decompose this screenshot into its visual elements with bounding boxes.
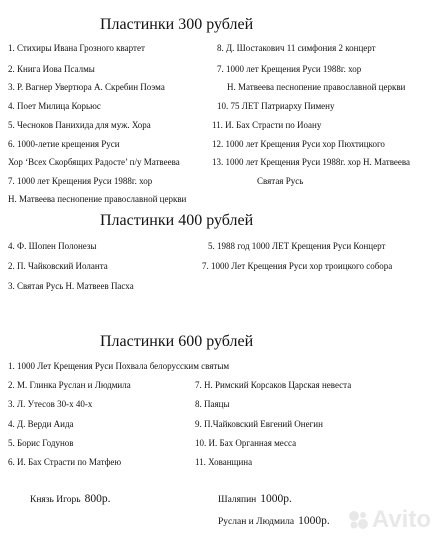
- list-item: 11. Хованщина: [195, 457, 253, 467]
- list-item: 5. Борис Годунов: [8, 438, 74, 448]
- list-item: 3. Р. Вагнер Увертюра А. Скребин Поэма: [8, 82, 165, 92]
- list-item: 1. Стихиры Ивана Грозного квартет: [8, 43, 145, 53]
- list-item: 7. 1000 лет Крещения Руси 1988г. хор: [217, 64, 362, 74]
- list-item: 7. Н. Римский Корсаков Царская невеста: [195, 380, 352, 390]
- list-item: 2. П. Чайковский Иоланта: [8, 261, 108, 271]
- list-item: 9. П.Чайковский Евгений Онегин: [195, 419, 323, 429]
- list-item: 8. Д. Шостакович 11 симфония 2 концерт: [217, 43, 376, 53]
- list-item: 7. 1000 лет Крещения Руси 1988г. хор: [8, 176, 153, 186]
- list-item: Хор ‘Всех Скорбящих Радосте’ п/у Матвеева: [8, 157, 180, 167]
- price-value: 1000р.: [260, 493, 292, 505]
- section-title-300: Пластинки 300 рублей: [100, 16, 254, 33]
- list-item: 2. Книга Иова Псалмы: [8, 64, 95, 74]
- list-item: 4. Поет Милица Корьюс: [8, 101, 101, 111]
- price-entry: [30, 493, 110, 506]
- list-item: 4. Ф. Шопен Полонезы: [8, 241, 97, 251]
- list-item: 2. М. Глинка Руслан и Людмила: [8, 380, 131, 390]
- list-item: 6. И. Бах Страсти по Матфею: [8, 457, 122, 467]
- list-item: 1. 1000 Лет Крещения Руси Похвала белорусским святым: [8, 361, 230, 371]
- list-item: 5. 1988 год 1000 ЛЕТ Крещения Руси Концерт: [208, 241, 386, 251]
- list-item: 11. И. Бах Страсти по Иоану: [212, 120, 322, 130]
- section-title-400: Пластинки 400 рублей: [100, 212, 254, 229]
- list-item: Н. Матвеева песнопение православной церкви: [227, 82, 406, 92]
- list-item: 6. 1000-летие крещения Руси: [8, 139, 120, 149]
- list-item: 3. Л. Утесов 30-х 40-х: [8, 399, 93, 409]
- list-item: 4. Д. Верди Аида: [8, 419, 74, 429]
- record-name: Шаляпин: [218, 495, 257, 505]
- record-name: Князь Игорь: [30, 495, 81, 505]
- price-entry: [218, 493, 292, 506]
- price-entry: [218, 515, 330, 528]
- list-item: 3. Святая Русь Н. Матвеев Пасха: [8, 281, 134, 291]
- list-item: 10. 75 ЛЕТ Патриарху Пимену: [217, 101, 335, 111]
- list-item: 10. И. Бах Органная месса: [195, 438, 297, 448]
- watermark-text: Avito: [371, 506, 431, 533]
- list-item: 12. 1000 лет Крещения Руси хор Пюхтицкого: [212, 139, 385, 149]
- price-value: 1000р.: [298, 515, 330, 527]
- record-name: Руслан и Людмила: [218, 517, 295, 527]
- list-item: 13. 1000 лет Крещения Руси 1988г. хор Н. Матвеева: [212, 157, 411, 167]
- list-item: Святая Русь: [257, 176, 304, 186]
- price-value: 800р.: [84, 493, 111, 505]
- section-title-600: Пластинки 600 рублей: [100, 333, 254, 350]
- list-item: Н. Матвеева песнопение православной церкви: [8, 194, 187, 204]
- list-item: 5. Чесноков Панихида для муж. Хора: [8, 120, 151, 130]
- avito-logo-icon: [347, 509, 369, 531]
- avito-watermark: [347, 506, 431, 534]
- list-item: 7. 1000 Лет Крещения Руси хор троицкого собора: [202, 261, 393, 271]
- list-item: 8. Паяцы: [195, 399, 230, 409]
